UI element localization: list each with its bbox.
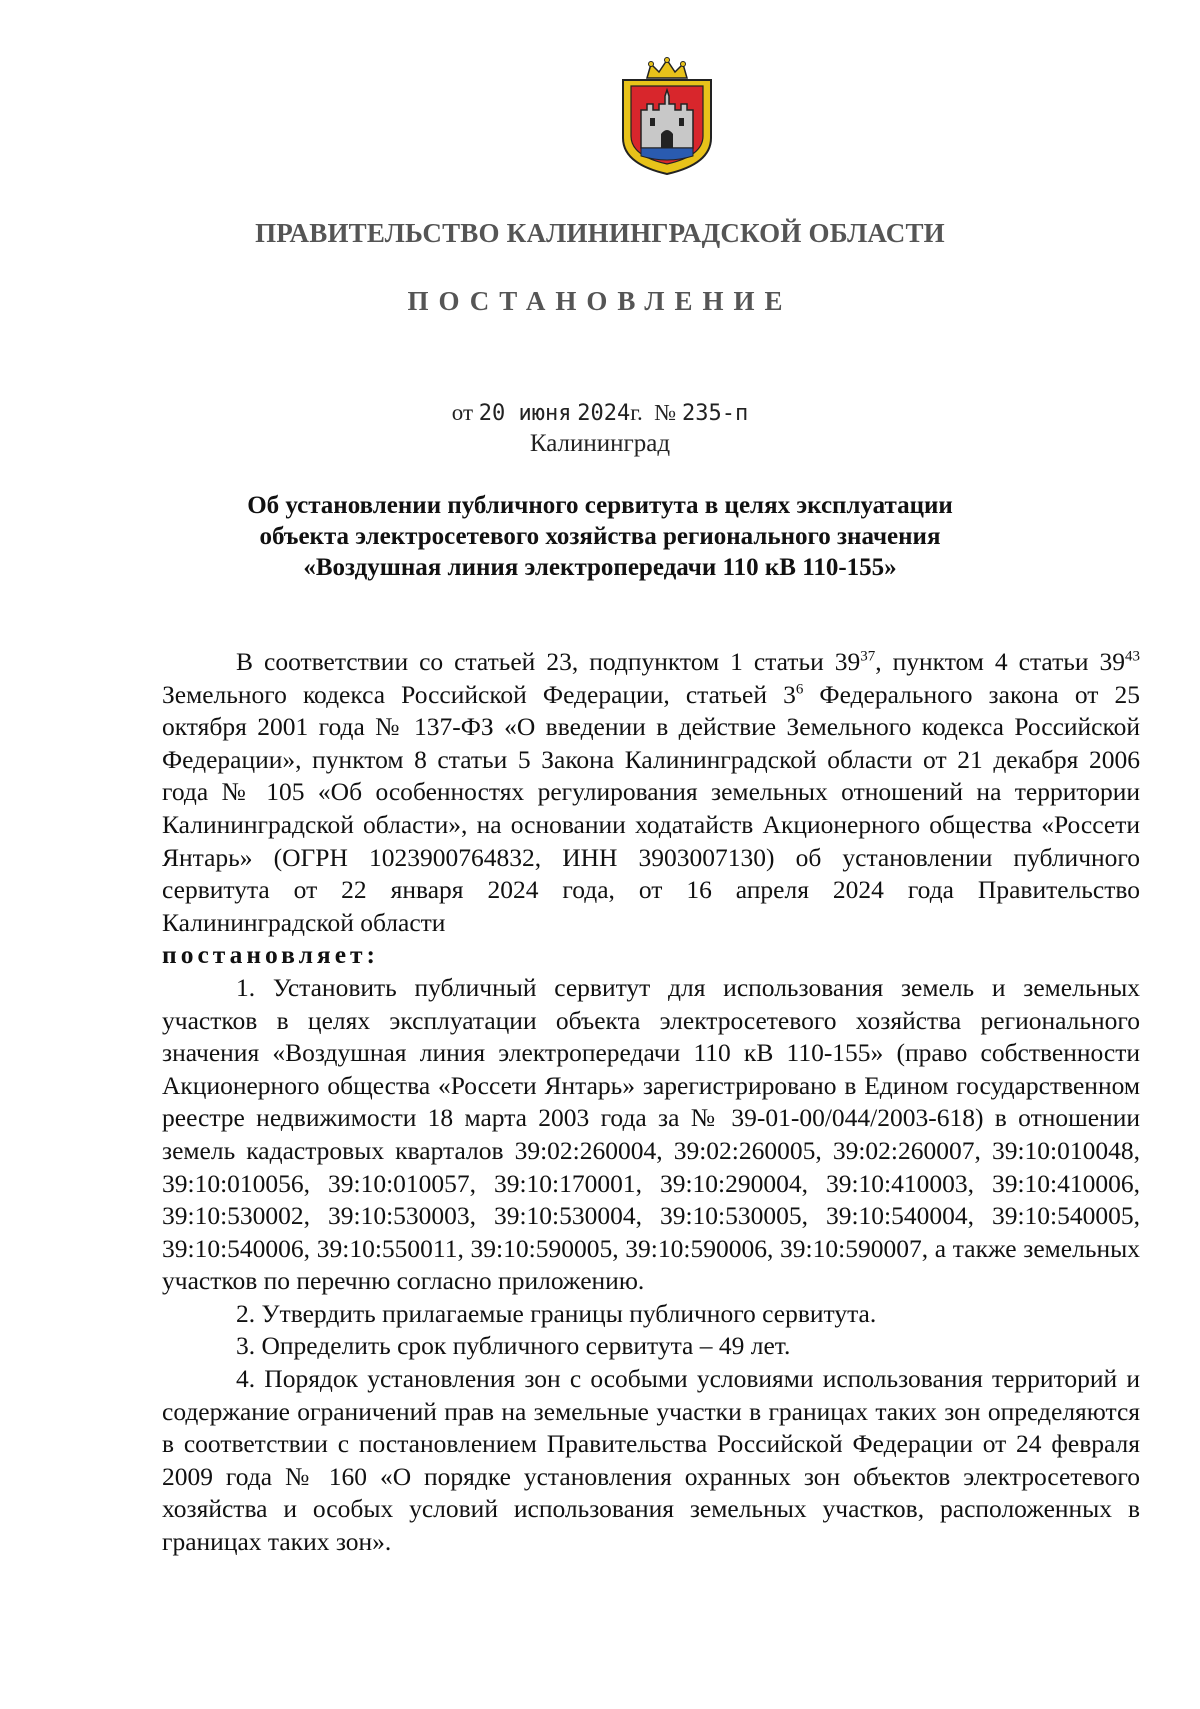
document-title: [0, 490, 1200, 583]
date-line: [0, 400, 1200, 426]
date-from-label: от: [451, 400, 473, 425]
preamble-text-1: В соответствии со статьей 23, подпунктом 1 статьи 39: [236, 647, 861, 676]
number-sign: №: [654, 400, 677, 425]
title-line-1: Об установлении публичного сервитута в целях эксплуатации: [247, 492, 953, 519]
preamble-text-4: Федерального закона от 25 октября 2001 года № 137-ФЗ «О введении в действие Земельного кодекса Российской Федерации», пунктом 8 статьи 5 Закона Калининградской области от 21 декабря 2006 года № 105 «Об особенностях регулирования земельных отношений на территории Калининградской области», на основании ходатайств Акционерного общества «Россети Янтарь» (ОГРН 1023900764832, ИНН 3903007130) об установлении публичного сервитута от 22 января 2024 года, от 16 апреля 2024 года Правительство Калининградской области: [162, 679, 1140, 937]
item-3: 3. Определить срок публичного сервитута – 49 лет.: [236, 1331, 791, 1361]
decree-word: постановляет:: [162, 940, 380, 970]
document-body: [162, 646, 1140, 1559]
item-1: 1. Установить публичный сервитут для использования земель и земельных участков в целях эксплуатации объекта электросетевого хозяйства регионального значения «Воздушная линия электропередачи 110 кВ 110-155» (право собственности Акционерного общества «Россети Янтарь» зарегистрировано в Едином государственном реестре недвижимости 18 марта 2003 года за № 39-01-00/044/2003-618) в отношении земель кадастровых кварталов 39:02:260004, 39:02:260005, 39:02:260007, 39:10:010048, 39:10:010056, 39:10:010057, 39:10:170001, 39:10:290004, 39:10:410003, 39:10:410006, 39:10:530002, 39:10:530003, 39:10:530004, 39:10:530005, 39:10:540004, 39:10:540005, 39:10:540006, 39:10:550011, 39:10:590005, 39:10:590006, 39:10:590007, а также земельных участков по перечню согласно приложению.: [162, 972, 1140, 1296]
preamble-paragraph: [162, 646, 1140, 939]
document-date: 20 июня: [478, 401, 572, 426]
document-number: 235-п: [682, 401, 749, 426]
city-name: Калининград: [529, 430, 671, 457]
title-line-2: объекта электросетевого хозяйства регионального значения: [259, 523, 941, 550]
document-year: 2024: [577, 401, 631, 426]
preamble-text-3: Земельного кодекса Российской Федерации, статьей 3: [162, 679, 796, 709]
preamble-sup-2: 43: [1125, 648, 1141, 665]
preamble-text-2: , пунктом 4 статьи 39: [875, 647, 1126, 676]
title-line-3: «Воздушная линия электропередачи 110 кВ 110-155»: [303, 554, 897, 581]
item-2: 2. Утвердить прилагаемые границы публичного сервитута.: [236, 1298, 877, 1328]
item-4: 4. Порядок установления зон с особыми условиями использования территорий и содержание ограничений прав на земельные участки в границах таких зон определяются в соответствии с постановлением Правительства Российской Федерации от 24 февраля 2009 года № 160 «О порядке установления охранных зон объектов электросетевого хозяйства и особых условий использования земельных участков, расположенных в границах таких зон».: [162, 1364, 1140, 1557]
preamble-sup-3: 6: [795, 681, 804, 698]
coat-of-arms-icon: [617, 56, 717, 176]
document-type: ПОСТАНОВЛЕНИЕ: [407, 286, 793, 316]
preamble-sup-1: 37: [860, 648, 876, 665]
year-suffix: г.: [630, 400, 643, 425]
government-name: ПРАВИТЕЛЬСТВО КАЛИНИНГРАДСКОЙ ОБЛАСТИ: [255, 218, 945, 248]
